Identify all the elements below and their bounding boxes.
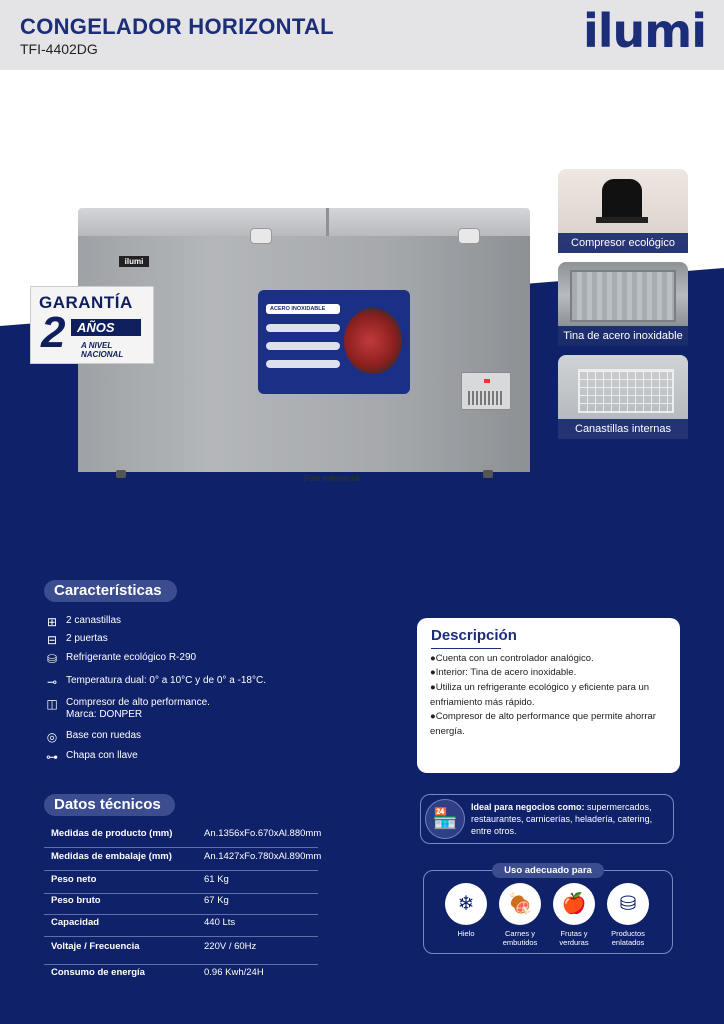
tech-heading: Datos técnicos — [44, 794, 175, 816]
thumbnail-caption: Tina de acero inoxidable — [558, 326, 688, 346]
description-item: ●Cuenta con un controlador analógico. — [430, 653, 594, 664]
photo-caption: Foto referencial — [304, 474, 360, 483]
feature-text: 2 puertas — [66, 633, 108, 644]
feature-item — [44, 750, 138, 764]
control-led — [484, 379, 490, 383]
use-label: Frutas y verduras — [559, 929, 589, 947]
sticker-row — [266, 360, 340, 368]
tech-label: Peso neto — [51, 874, 97, 885]
feature-item — [44, 652, 196, 666]
guarantee-sub: A NIVEL — [81, 341, 113, 350]
feature-item — [44, 615, 121, 629]
meat-photo — [344, 308, 402, 374]
guarantee-number: 2 — [41, 308, 66, 357]
description-card — [417, 618, 680, 773]
tech-label: Consumo de energía — [51, 967, 145, 978]
feature-text: Refrigerante ecológico R-290 — [66, 652, 197, 663]
guarantee-title: GARANTÍA — [39, 293, 133, 312]
tech-row — [44, 874, 318, 894]
refrigerant-icon: ⛁ — [46, 652, 58, 666]
feature-text: Compresor de alto performance. Marca: DONPER — [66, 697, 210, 720]
feature-item — [44, 697, 210, 721]
use-item — [600, 883, 656, 947]
can-icon: ⛁ — [607, 883, 649, 925]
tech-label: Voltaje / Frecuencia — [51, 941, 140, 952]
freezer-handle — [250, 228, 272, 244]
description-item: ●Utiliza un refrigerante ecológico y eficiente para un enfriamiento más rápido. — [430, 682, 650, 708]
sticker-row — [266, 324, 340, 332]
description-item: ●Compresor de alto performance que permite ahorrar energía. — [430, 711, 656, 737]
tech-label: Medidas de embalaje (mm) — [51, 851, 172, 862]
brand-logo: ilumi — [583, 4, 706, 58]
description-divider — [431, 648, 501, 649]
use-label: Productos enlatados — [611, 929, 645, 947]
description-title: Descripción — [431, 627, 517, 644]
freezer-sticker — [258, 290, 410, 394]
ideal-for-bold: Ideal para negocios como: — [471, 802, 585, 812]
sticker-label: ACERO INOXIDABLE — [266, 304, 340, 314]
tech-value: An.1427xFo.780xAl.890mm — [204, 851, 322, 862]
freezer-handle — [458, 228, 480, 244]
tech-value: 220V / 60Hz — [204, 941, 257, 952]
feature-text: 2 canastillas — [66, 615, 122, 626]
freezer-lid-split — [326, 208, 329, 238]
model-number: TFI-4402DG — [20, 41, 98, 57]
sticker-row — [266, 342, 340, 350]
tech-value: 61 Kg — [204, 874, 229, 885]
tech-value: 440 Lts — [204, 917, 236, 928]
freezer-foot — [483, 470, 493, 478]
fruit-icon: 🍎 — [553, 883, 595, 925]
feature-item — [44, 675, 266, 689]
tech-row — [44, 917, 318, 937]
feature-item — [44, 633, 108, 647]
compressor-image — [602, 179, 642, 221]
thumbnail-baskets — [558, 355, 688, 439]
tech-value: An.1356xFo.670xAl.880mm — [204, 828, 322, 839]
tech-label: Peso bruto — [51, 895, 101, 906]
tech-value: 0.96 Kwh/24H — [204, 967, 264, 978]
store-icon: 🏪 — [425, 799, 465, 839]
basket-icon: ⊞ — [46, 615, 58, 629]
tech-row — [44, 895, 318, 915]
wheel-icon: ◎ — [46, 730, 58, 744]
basket-image — [578, 369, 674, 413]
guarantee-sub: NACIONAL — [81, 350, 124, 359]
suitable-use-box — [423, 865, 673, 954]
thermometer-icon: ⊸ — [46, 675, 58, 689]
tech-label: Medidas de producto (mm) — [51, 828, 173, 839]
thumbnail-caption: Compresor ecológico — [558, 233, 688, 253]
ideal-for-rest: supermercados, restaurantes, carnicerías, heladería, catering, entre otros. — [471, 802, 653, 836]
tech-row — [44, 828, 322, 848]
freezer-control-panel — [461, 372, 511, 410]
tech-row — [44, 941, 318, 965]
compressor-icon: ◫ — [46, 697, 58, 711]
tub-image — [570, 270, 676, 322]
freezer-foot — [116, 470, 126, 478]
use-label: Carnes y embutidos — [502, 929, 538, 947]
door-icon: ⊟ — [46, 633, 58, 647]
tech-label: Capacidad — [51, 917, 100, 928]
tech-row — [44, 967, 318, 987]
use-item — [546, 883, 602, 947]
use-item — [438, 883, 494, 938]
meat-icon: 🍖 — [499, 883, 541, 925]
freezer-brand-badge: ilumi — [119, 256, 149, 267]
feature-text: Base con ruedas — [66, 730, 142, 741]
guarantee-badge — [30, 286, 154, 364]
suitable-use-title: Uso adecuado para — [492, 863, 604, 878]
thumbnail-tub — [558, 262, 688, 346]
header-bar — [0, 0, 724, 70]
feature-text: Chapa con llave — [66, 750, 138, 761]
page-title: CONGELADOR HORIZONTAL — [20, 14, 334, 39]
thumbnail-caption: Canastillas internas — [558, 419, 688, 439]
ideal-for-box — [420, 794, 674, 844]
ideal-for-text — [471, 801, 667, 837]
key-icon: ⊶ — [46, 750, 58, 764]
thumbnail-compressor — [558, 169, 688, 253]
use-label: Hielo — [457, 929, 475, 938]
tech-value: 67 Kg — [204, 895, 229, 906]
ice-icon: ❄ — [445, 883, 487, 925]
tech-row — [44, 851, 322, 871]
use-item — [492, 883, 548, 947]
feature-item — [44, 730, 141, 744]
features-heading: Características — [44, 580, 177, 602]
guarantee-unit: AÑOS — [71, 319, 141, 336]
description-item: ●Interior: Tina de acero inoxidable. — [430, 667, 577, 678]
feature-text: Temperatura dual: 0° a 10°C y de 0° a -18°C. — [66, 675, 266, 686]
